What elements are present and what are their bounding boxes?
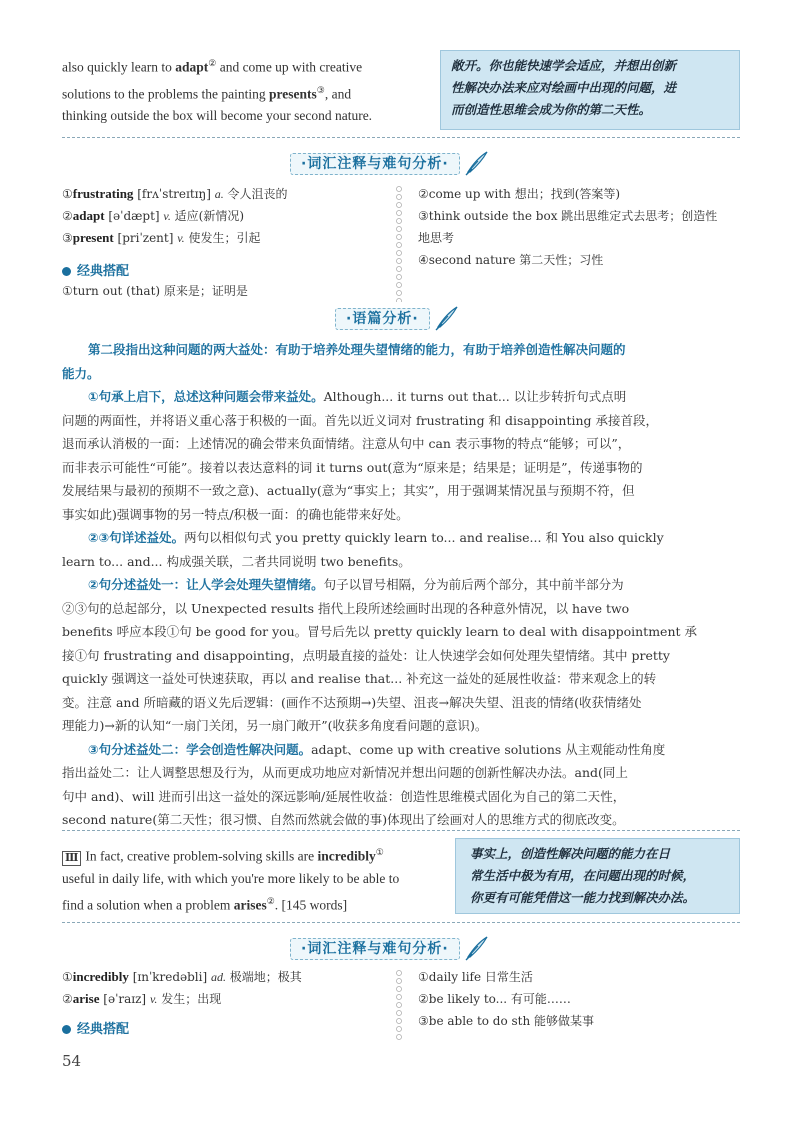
divider xyxy=(62,922,740,923)
passage-line xyxy=(62,79,430,106)
analysis-highlight: ②③句详述益处。 xyxy=(88,530,185,545)
entry-phonetic: [ɪnˈkredəbli] xyxy=(128,970,211,984)
entry-definition: 发生；出现 xyxy=(157,992,222,1006)
entry-pos: v. xyxy=(177,231,185,245)
vocab-list-right-2 xyxy=(418,966,594,1032)
footnote-mark: ② xyxy=(208,58,217,68)
analysis-line xyxy=(62,644,738,668)
passage-text: find a solution when a problem xyxy=(62,897,234,912)
keyword: incredibly xyxy=(317,848,376,864)
translation-box-bottom xyxy=(455,838,740,914)
passage-text: thinking outside the box will become your second nature. xyxy=(62,108,373,123)
analysis-line xyxy=(62,691,738,715)
analysis-text: second nature(第二天性；很习惯、自然而然就会做的事)体现出了绘画对人的思维方式的彻底改变。 xyxy=(62,812,625,827)
analysis-line xyxy=(62,479,738,503)
analysis-highlight: 能力。 xyxy=(62,365,100,381)
analysis-line xyxy=(62,808,738,832)
passage-text: also quickly learn to xyxy=(62,59,176,75)
passage-line xyxy=(62,105,430,127)
passage-text: , and xyxy=(324,86,352,101)
collocation-list xyxy=(62,280,248,302)
bullet-dot-icon xyxy=(62,267,71,276)
entry-word: present xyxy=(72,230,114,245)
entry-number: ① xyxy=(62,187,73,201)
paragraph-number: Ⅲ xyxy=(62,851,81,866)
vocab-list-left-2 xyxy=(62,966,302,1010)
entry-pos: a. xyxy=(214,187,224,201)
keyword: adapt xyxy=(175,59,209,75)
vocab-section-title: ·词汇注释与难句分析· xyxy=(290,153,460,175)
entry-phonetic: [priˈzent] xyxy=(113,231,178,245)
phrase-entry: 地思考 xyxy=(418,231,455,245)
analysis-text: 事实如此)强调事物的另一特点/积极一面：的确也能带来好处。 xyxy=(62,506,409,522)
analysis-highlight: ②句分述益处一：让人学会处理失望情绪。 xyxy=(88,577,324,592)
analysis-text: 接①句 frustrating and disappointing，点明最直接的益处：让人快速学会如何处理失望情绪。其中 pretty xyxy=(62,647,670,663)
analysis-text: 而非表示可能性“可能”。接着以表达意料的词 it turns out(意为“原来是；结果是；证明是”，传递事物的 xyxy=(62,459,643,475)
passage-paragraph-top xyxy=(62,52,430,127)
analysis-text: 理能力)→新的认知“一扇门关闭，另一扇门敞开”(收获多角度看问题的意识)。 xyxy=(62,718,488,733)
analysis-highlight: ①句承上启下，总述这种问题会带来益处。 xyxy=(88,389,324,404)
analysis-line xyxy=(62,667,738,691)
phrase-entry: ②come up with 想出；找到(答案等) xyxy=(418,187,621,201)
passage-text: solutions to the problems the painting xyxy=(62,86,269,101)
quill-pen-icon xyxy=(465,150,489,176)
entry-definition: 令人沮丧的 xyxy=(223,187,288,201)
analysis-section-title: ·语篇分析· xyxy=(335,308,430,330)
collocation-header xyxy=(62,260,129,279)
passage-line xyxy=(62,890,442,917)
analysis-text: Although... it turns out that... 以让步转折句式点明 xyxy=(323,389,627,404)
analysis-highlight: 第二段指出这种问题的两大益处：有助于培养处理失望情绪的能力，有助于培养创造性解决问题的 xyxy=(88,342,626,357)
phrase-entry: ①daily life 日常生活 xyxy=(418,970,533,984)
vocab-section-header-2 xyxy=(290,935,489,961)
entry-definition: 使发生；引起 xyxy=(184,231,261,245)
vocab-entry xyxy=(62,966,302,988)
analysis-line xyxy=(62,385,738,409)
passage-line xyxy=(62,868,442,890)
analysis-line xyxy=(62,503,738,527)
translation-box-top xyxy=(440,50,740,130)
entry-word: incredibly xyxy=(72,969,129,984)
analysis-line xyxy=(62,620,738,644)
entry-definition: 适应(新情况) xyxy=(170,209,245,223)
quill-pen-icon xyxy=(465,935,489,961)
analysis-line xyxy=(62,785,738,809)
passage-paragraph-bottom xyxy=(62,841,442,916)
entry-phonetic: [əˈdæpt] xyxy=(104,209,164,223)
entry-phonetic: [əˈraɪz] xyxy=(99,992,150,1006)
passage-text: In fact, creative problem-solving skills are xyxy=(85,848,318,864)
passage-text: and come up with creative xyxy=(216,59,363,75)
entry-word: arise xyxy=(72,991,100,1006)
analysis-text: 问题的两面性，并将语义重心落于积极的一面。首先以近义词对 frustrating 和 disappointing 承接首段， xyxy=(62,412,659,428)
footnote-mark: ② xyxy=(266,895,275,906)
translation-line: 事实上，创造性解决问题的能力在日 xyxy=(470,846,671,861)
vocab-entry xyxy=(62,205,288,227)
footnote-mark: ③ xyxy=(316,84,325,95)
footnote-mark: ① xyxy=(375,847,384,857)
entry-phonetic: [frʌˈstreɪtɪŋ] xyxy=(133,187,215,201)
analysis-line xyxy=(62,409,738,433)
translation-line: 性解决办法来应对绘画中出现的问题，进 xyxy=(451,80,677,95)
entry-number: ③ xyxy=(62,231,73,245)
analysis-line xyxy=(62,526,738,550)
analysis-line xyxy=(62,761,738,785)
vocab-section-header xyxy=(290,150,489,176)
page-number: 54 xyxy=(62,1052,82,1070)
entry-number: ① xyxy=(62,970,73,984)
collocation-label: 经典搭配 xyxy=(77,264,130,279)
analysis-line xyxy=(62,362,738,386)
translation-line: 常生活中极为有用，在问题出现的时候， xyxy=(470,868,696,883)
analysis-line xyxy=(62,550,738,574)
vocab-list-left xyxy=(62,183,288,249)
analysis-text: adapt、come up with creative solutions 从主观能动性角度 xyxy=(311,741,666,757)
bullet-dot-icon xyxy=(62,1025,71,1034)
analysis-text: quickly 强调这一益处可快速获取，再以 and realise that... 补充这一益处的延展性收益：带来观念上的转 xyxy=(62,671,657,686)
analysis-text: ②③句的总起部分，以 Unexpected results 指代上段所述绘画时出现的各种意外情况，以 have two xyxy=(62,600,630,616)
translation-line: 敞开。你也能快速学会适应，并想出创新 xyxy=(451,58,677,73)
analysis-line xyxy=(62,573,738,597)
collocation-label-2: 经典搭配 xyxy=(77,1022,130,1037)
analysis-highlight: ③句分述益处二：学会创造性解决问题。 xyxy=(88,741,312,757)
phrase-entry: ②be likely to... 有可能…… xyxy=(418,992,571,1006)
analysis-line xyxy=(62,738,738,762)
entry-pos: v. xyxy=(149,992,158,1006)
entry-word: frustrating xyxy=(72,186,134,201)
analysis-text: 句中 and)、will 进而引出这一益处的深远影响/延展性收益：创造性思维模式固化为自己的第二天性， xyxy=(62,788,626,804)
passage-text: . [145 words] xyxy=(274,897,348,912)
phrase-entry: ④second nature 第二天性；习性 xyxy=(418,253,604,267)
analysis-text: 变。注意 and 所暗藏的语义先后逻辑：(画作不达预期→)失望、沮丧→解决失望、沮丧的情绪(收获情绪处 xyxy=(62,694,642,710)
passage-line xyxy=(62,841,442,868)
entry-word: adapt xyxy=(72,208,105,223)
vocab-entry xyxy=(62,988,302,1010)
vocab-section-title-2: ·词汇注释与难句分析· xyxy=(290,938,460,960)
passage-text: useful in daily life, with which you're more likely to be able to xyxy=(62,870,400,886)
phrase-entry: ③think outside the box 跳出思维定式去思考；创造性 xyxy=(418,209,718,223)
analysis-text xyxy=(62,338,738,832)
analysis-text: learn to... and... 构成强关联，二者共同说明 two benefits。 xyxy=(62,553,411,569)
phrase-entry: ③be able to do sth 能够做某事 xyxy=(418,1014,595,1028)
analysis-text: 指出益处二：让人调整思想及行为，从而更成功地应对新情况并想出问题的创新性解决办法。and(同上 xyxy=(62,765,628,780)
analysis-text: 句子以冒号相隔，分为前后两个部分，其中前半部分为 xyxy=(323,577,624,592)
entry-pos: ad. xyxy=(210,970,226,984)
analysis-line xyxy=(62,714,738,738)
vocab-list-right xyxy=(418,183,717,271)
collocation-header-2 xyxy=(62,1018,129,1037)
divider xyxy=(62,137,740,138)
analysis-text: 两句以相似句式 you pretty quickly learn to... and realise... 和 You also quickly xyxy=(184,530,664,545)
analysis-text: 发展结果与最初的预期不一致之意)、actually(意为“事实上；其实”，用于强调某情况虽与预期不符，但 xyxy=(62,483,635,498)
analysis-text: 退而承认消极的一面：上述情况的确会带来负面情绪。注意从句中 can 表示事物的特点“能够；可以”， xyxy=(62,436,631,451)
analysis-line xyxy=(62,597,738,621)
keyword: presents xyxy=(268,86,317,101)
passage-line xyxy=(62,52,430,79)
vocab-entry xyxy=(62,227,288,249)
analysis-line xyxy=(62,432,738,456)
quill-pen-icon xyxy=(435,305,459,331)
translation-line: 而创造性思维会成为你的第二天性。 xyxy=(451,102,652,117)
wavy-divider xyxy=(396,186,402,302)
collocation-item: ①turn out (that) 原来是；证明是 xyxy=(62,284,248,298)
analysis-line xyxy=(62,338,738,362)
entry-definition: 极端地；极其 xyxy=(225,970,302,984)
analysis-line xyxy=(62,456,738,480)
vocab-entry xyxy=(62,183,288,205)
analysis-section-header xyxy=(335,305,459,331)
entry-pos: v. xyxy=(163,209,171,223)
entry-number: ② xyxy=(62,209,73,223)
analysis-text: benefits 呼应本段①句 be good for you。冒号后先以 pretty quickly learn to deal with disappointment 承 xyxy=(62,624,697,639)
wavy-divider xyxy=(396,970,402,1040)
keyword: arises xyxy=(233,897,267,912)
translation-line: 你更有可能凭借这一能力找到解决办法。 xyxy=(470,890,696,905)
divider xyxy=(62,830,740,831)
entry-number: ② xyxy=(62,992,73,1006)
